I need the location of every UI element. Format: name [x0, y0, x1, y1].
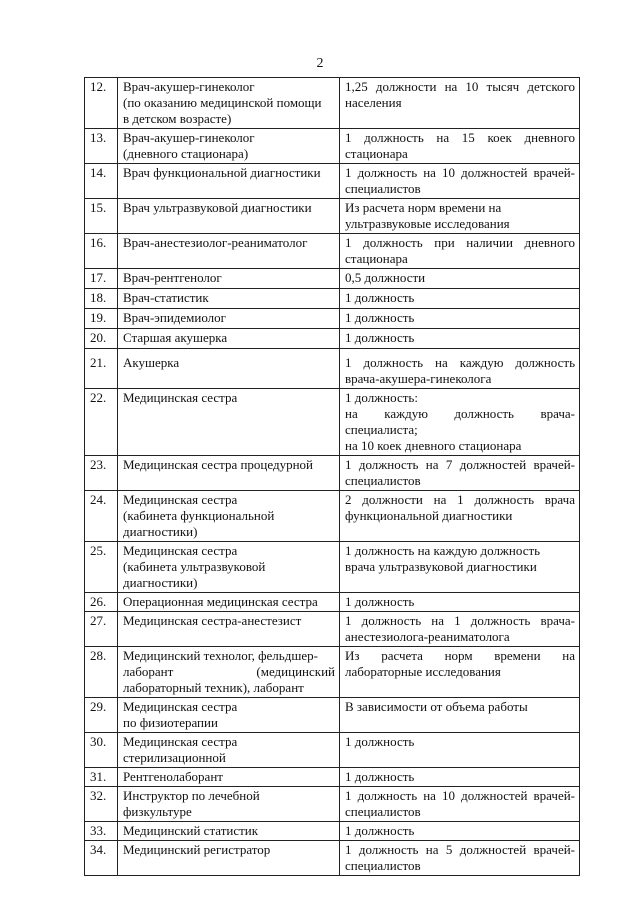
position-cell: [118, 234, 340, 269]
norm-cell: [340, 329, 580, 349]
norm-line: специалистов: [345, 473, 421, 488]
position-cell: [118, 269, 340, 289]
position-line: Врач ультразвуковой диагностики: [123, 200, 312, 215]
norm-cell: [340, 841, 580, 876]
position-line: Врач-акушер-гинеколог: [123, 79, 255, 94]
norm-line: анестезиолога-реаниматолога: [345, 629, 510, 644]
position-line: Медицинская сестра: [123, 492, 238, 507]
position-cell: [118, 768, 340, 787]
position-line: Медицинский статистик: [123, 823, 259, 838]
table-row: [85, 733, 580, 768]
norm-cell: [340, 78, 580, 129]
position-cell: [118, 612, 340, 647]
table-row: [85, 787, 580, 822]
position-line: Операционная медицинская сестра: [123, 594, 318, 609]
row-number: 13.: [85, 129, 118, 164]
norm-line: 1 должность на каждую должность: [345, 543, 541, 558]
norm-line: стационара: [345, 146, 408, 161]
row-number: 34.: [85, 841, 118, 876]
norm-line: 1,25 должности на 10 тысяч детского: [345, 79, 575, 94]
position-line: Старшая акушерка: [123, 330, 228, 345]
position-line: Медицинская сестра: [123, 734, 238, 749]
table-row: [85, 289, 580, 309]
norm-cell: [340, 129, 580, 164]
norm-line: лабораторные исследования: [345, 664, 501, 679]
norm-line: 1 должность на 15 коек дневного: [345, 130, 575, 145]
norm-cell: [340, 456, 580, 491]
norm-line: врача-акушера-гинеколога: [345, 371, 492, 386]
position-line: Акушерка: [123, 355, 180, 370]
row-number: 18.: [85, 289, 118, 309]
position-line: Медицинская сестра: [123, 699, 238, 714]
norm-line: 1 должность на 10 должностей врачей-: [345, 788, 575, 803]
table-row: [85, 349, 580, 389]
page-number: 2: [316, 56, 324, 71]
norm-line: 1 должность: [345, 823, 415, 838]
position-cell: [118, 542, 340, 593]
position-line: стерилизационной: [123, 750, 226, 765]
table-row: [85, 841, 580, 876]
row-number: 33.: [85, 822, 118, 841]
norm-cell: [340, 309, 580, 329]
norm-cell: [340, 234, 580, 269]
position-line: Врач-анестезиолог-реаниматолог: [123, 235, 308, 250]
position-cell: [118, 456, 340, 491]
row-number: 26.: [85, 593, 118, 612]
position-line: Медицинская сестра: [123, 543, 238, 558]
position-line: физкультуре: [123, 804, 192, 819]
table-row: [85, 309, 580, 329]
position-cell: [118, 349, 340, 389]
row-number: 27.: [85, 612, 118, 647]
position-line: Врач-эпидемиолог: [123, 310, 226, 325]
position-line: Врач-рентгенолог: [123, 270, 222, 285]
norm-line: функциональной диагностики: [345, 508, 513, 523]
norm-cell: [340, 349, 580, 389]
table-row: [85, 612, 580, 647]
row-number: 14.: [85, 164, 118, 199]
norm-line: врача ультразвуковой диагностики: [345, 559, 537, 574]
norm-line: 1 должность: [345, 330, 415, 345]
row-number: 28.: [85, 647, 118, 698]
row-number: 31.: [85, 768, 118, 787]
row-number: 20.: [85, 329, 118, 349]
norm-line: 1 должность на каждую должность: [345, 355, 575, 370]
norm-line: 1 должность при наличии дневного: [345, 235, 575, 250]
norm-line: специалистов: [345, 804, 421, 819]
position-line: Инструктор по лечебной: [123, 788, 260, 803]
position-line: диагностики): [123, 524, 198, 539]
position-line: в детском возрасте): [123, 111, 232, 126]
position-line: Медицинский технолог, фельдшер-: [123, 648, 318, 663]
norm-line: специалиста;: [345, 422, 418, 437]
position-cell: [118, 647, 340, 698]
norm-cell: [340, 289, 580, 309]
position-cell: [118, 199, 340, 234]
table-row: [85, 269, 580, 289]
norm-cell: [340, 593, 580, 612]
norm-cell: [340, 768, 580, 787]
norm-line: 1 должность: [345, 769, 415, 784]
norm-line: 0,5 должности: [345, 270, 426, 285]
position-cell: [118, 787, 340, 822]
position-line: Врач-статистик: [123, 290, 209, 305]
norm-line: 1 должность на 7 должностей врачей-: [345, 457, 575, 472]
table-row: [85, 164, 580, 199]
row-number: 12.: [85, 78, 118, 129]
row-number: 30.: [85, 733, 118, 768]
position-cell: [118, 329, 340, 349]
norm-cell: [340, 164, 580, 199]
norm-line: стационара: [345, 251, 408, 266]
position-line: (по оказанию медицинской помощи: [123, 95, 322, 110]
norm-cell: [340, 822, 580, 841]
norm-line: 1 должность:: [345, 390, 418, 405]
position-cell: [118, 78, 340, 129]
norm-cell: [340, 269, 580, 289]
norm-line: В зависимости от объема работы: [345, 699, 528, 714]
norm-line: на 10 коек дневного стационара: [345, 438, 522, 453]
table-row: [85, 389, 580, 456]
norm-line: населения: [345, 95, 402, 110]
norm-line: Из расчета норм времени на: [345, 200, 502, 215]
row-number: 25.: [85, 542, 118, 593]
position-line: Врач функциональной диагностики: [123, 165, 321, 180]
position-line: (кабинета ультразвуковой: [123, 559, 266, 574]
row-number: 32.: [85, 787, 118, 822]
table-row: [85, 593, 580, 612]
norm-cell: [340, 698, 580, 733]
norm-cell: [340, 647, 580, 698]
position-line: лабораторный техник), лаборант: [123, 680, 304, 695]
row-number: 16.: [85, 234, 118, 269]
table-row: [85, 491, 580, 542]
position-line: Рентгенолаборант: [123, 769, 223, 784]
position-cell: [118, 389, 340, 456]
table-row: [85, 456, 580, 491]
position-cell: [118, 129, 340, 164]
position-cell: [118, 841, 340, 876]
norm-line: 1 должность на 10 должностей врачей-: [345, 165, 575, 180]
staffing-table: [84, 77, 580, 876]
norm-cell: [340, 389, 580, 456]
position-line: диагностики): [123, 575, 198, 590]
norm-line: 2 должности на 1 должность врача: [345, 492, 575, 507]
table-row: [85, 698, 580, 733]
norm-line: 1 должность: [345, 290, 415, 305]
staffing-table-body: [85, 78, 580, 876]
norm-line: ультразвуковые исследования: [345, 216, 510, 231]
table-row: [85, 647, 580, 698]
position-cell: [118, 822, 340, 841]
position-cell: [118, 491, 340, 542]
position-line: (дневного стационара): [123, 146, 249, 161]
table-row: [85, 542, 580, 593]
position-line: Медицинская сестра: [123, 390, 238, 405]
position-line: Медицинская сестра процедурной: [123, 457, 314, 472]
table-row: [85, 822, 580, 841]
position-cell: [118, 164, 340, 199]
row-number: 22.: [85, 389, 118, 456]
position-line: Врач-акушер-гинеколог: [123, 130, 255, 145]
norm-line: специалистов: [345, 181, 421, 196]
position-line: лаборант (медицинский: [123, 664, 335, 679]
norm-line: 1 должность: [345, 734, 415, 749]
norm-line: Из расчета норм времени на: [345, 648, 575, 663]
row-number: 15.: [85, 199, 118, 234]
position-cell: [118, 733, 340, 768]
table-row: [85, 78, 580, 129]
table-row: [85, 329, 580, 349]
norm-cell: [340, 733, 580, 768]
table-row: [85, 768, 580, 787]
norm-cell: [340, 491, 580, 542]
position-line: по физиотерапии: [123, 715, 218, 730]
row-number: 29.: [85, 698, 118, 733]
position-line: Медицинская сестра-анестезист: [123, 613, 302, 628]
row-number: 19.: [85, 309, 118, 329]
row-number: 23.: [85, 456, 118, 491]
table-row: [85, 129, 580, 164]
norm-line: 1 должность: [345, 594, 415, 609]
row-number: 24.: [85, 491, 118, 542]
position-cell: [118, 309, 340, 329]
table-row: [85, 234, 580, 269]
norm-cell: [340, 612, 580, 647]
norm-line: 1 должность: [345, 310, 415, 325]
position-cell: [118, 289, 340, 309]
position-cell: [118, 698, 340, 733]
position-line: Медицинский регистратор: [123, 842, 271, 857]
norm-line: специалистов: [345, 858, 421, 873]
position-line: (кабинета функциональной: [123, 508, 275, 523]
position-cell: [118, 593, 340, 612]
norm-cell: [340, 199, 580, 234]
row-number: 21.: [85, 349, 118, 389]
norm-line: 1 должность на 1 должность врача-: [345, 613, 575, 628]
norm-line: на каждую должность врача-: [345, 406, 575, 421]
norm-line: 1 должность на 5 должностей врачей-: [345, 842, 575, 857]
norm-cell: [340, 542, 580, 593]
norm-cell: [340, 787, 580, 822]
table-row: [85, 199, 580, 234]
row-number: 17.: [85, 269, 118, 289]
